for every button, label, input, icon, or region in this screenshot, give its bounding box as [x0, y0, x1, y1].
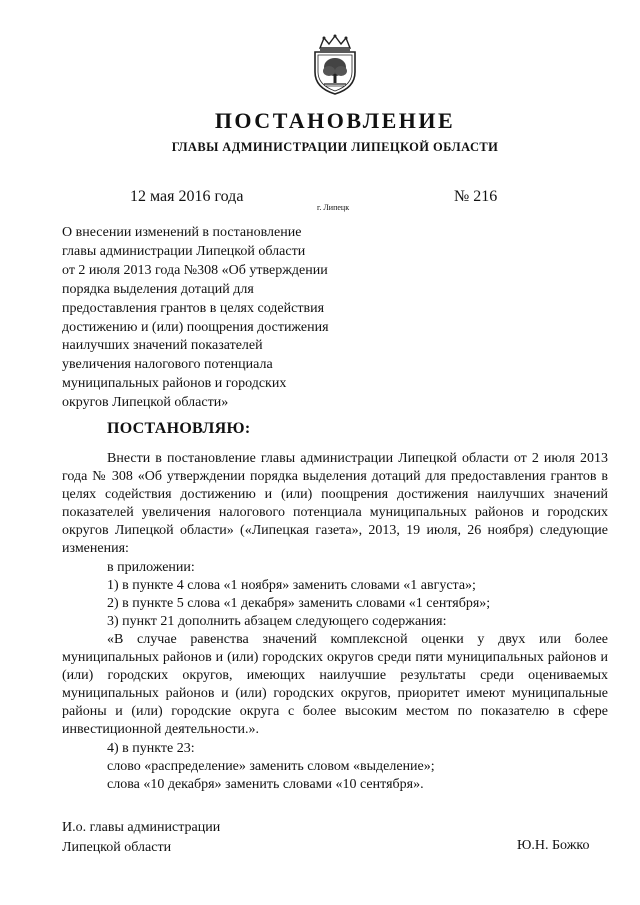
subject-line: муниципальных районов и городских [62, 376, 287, 392]
coat-of-arms-icon [310, 34, 360, 96]
subject-line: порядка выделения дотаций для [62, 281, 254, 297]
subject-line: наилучших значений показателей [62, 338, 263, 354]
subject-line: от 2 июля 2013 года №308 «Об утверждении [62, 262, 328, 278]
signature-position [62, 818, 220, 858]
body-item-4b: слова «10 декабря» заменить словами «10 сентября». [107, 776, 424, 792]
subject-line: достижению и (или) поощрения достижения [62, 319, 329, 335]
document-body [62, 450, 608, 794]
document-number: № 216 [454, 188, 498, 205]
subject-line: О внесении изменений в постановление [62, 225, 302, 240]
subject-line: главы администрации Липецкой области [62, 243, 306, 259]
body-item-4a: слово «распределение» заменить словом «выделение»; [107, 758, 435, 774]
signature-name: Ю.Н. Божко [517, 838, 590, 853]
body-intro: Внести в постановление главы администрации Липецкой области от 2 июля 2013 года № 308 «Об утверждении порядка выделения дотаций для предоставления грантов в целях содействия достижению и (или) поощрения достижения наилучших значений показателей увеличения налогового потенциала муниципальных районов и городских округов Липецкой области» («Липецкая газета», 2013, 19 июля, 26 ноября) следующие изменения: [62, 451, 608, 557]
signature-position-line: Липецкой области [62, 840, 172, 855]
document-title: ПОСТАНОВЛЕНИЕ [214, 108, 456, 133]
document-subtitle: ГЛАВЫ АДМИНИСТРАЦИИ ЛИПЕЦКОЙ ОБЛАСТИ [171, 140, 499, 154]
document-subject [62, 224, 382, 413]
body-item-3: 3) пункт 21 дополнить абзацем следующего содержания: [107, 613, 447, 629]
document-city: г. Липецк [317, 203, 350, 212]
body-item-annex: в приложении: [107, 559, 195, 575]
body-quote: «В случае равенства значений комплексной оценки у двух или более муниципальных районов и (или) городских округов среди пяти муниципальных районов и (или) городских округов, имеющих наилучшие результаты среди оцениваемых муниципальных районов и (или) городских округов, приоритет имеют муниципальные районы и (или) городские округа с более высоким местом по показателю в сфере инвестиционной деятельности.». [62, 631, 608, 738]
body-item-1: 1) в пункте 4 слова «1 ноября» заменить словами «1 августа»; [107, 577, 476, 593]
subject-line: округов Липецкой области» [62, 395, 229, 411]
body-item-4: 4) в пункте 23: [107, 740, 195, 756]
signature-position-line: И.о. главы администрации [62, 820, 221, 835]
subject-line: увеличения налогового потенциала [62, 357, 273, 373]
document-date: 12 мая 2016 года [130, 188, 244, 205]
body-item-2: 2) в пункте 5 слова «1 декабря» заменить словами «1 сентября»; [107, 595, 491, 611]
subject-line: предоставления грантов в целях содействия [62, 300, 325, 316]
decree-heading: ПОСТАНОВЛЯЮ: [107, 420, 251, 437]
